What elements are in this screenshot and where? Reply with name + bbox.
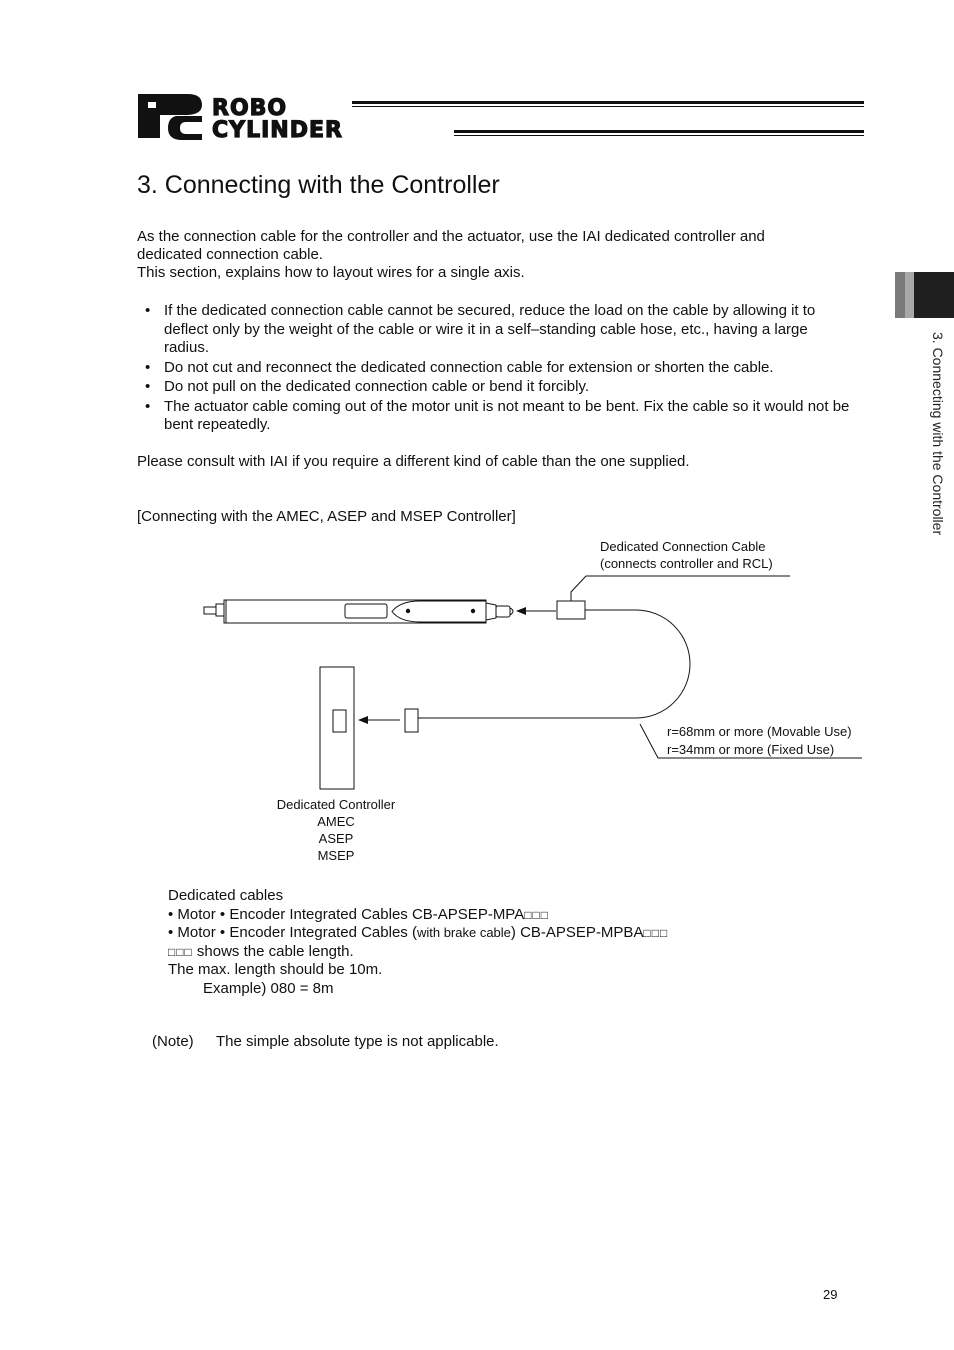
note [152,1033,499,1050]
chapter-side-label: 3. Connecting with the Controller [930,332,946,536]
intro-paragraph-2: This section, explains how to layout wires for a single axis. [137,264,525,281]
section-label: [Connecting with the AMEC, ASEP and MSEP Controller] [137,508,516,525]
cable-length-note: □□□ shows the cable length. [168,942,354,960]
connection-cable [418,610,690,718]
robo-cylinder-logo [136,92,864,142]
length-example: Example) 080 = 8m [203,979,334,997]
cable-connector-actuator [557,601,585,619]
consult-text: Please consult with IAI if you require a different kind of cable than the one supplied. [137,453,690,470]
list-item: • The actuator cable coming out of the motor unit is not meant to be bent. Fix the cable so it would not be bent repeatedly. [145,397,850,433]
svg-text:ROBO: ROBO [212,96,288,121]
note-text: The simple absolute type is not applicable. [216,1033,499,1050]
page-title: 3. Connecting with the Controller [137,171,500,199]
intro-paragraph-1: As the connection cable for the controller and the actuator, use the IAI dedicated controller and dedicated connection cable. [137,228,765,263]
cable-label: Dedicated Connection Cable (connects controller and RCL) [600,539,773,571]
caution-list [145,302,850,436]
list-item: • If the dedicated connection cable cannot be secured, reduce the load on the cable by allowing it to deflect only by the weight of the cable or wire it in a self–standing cable hose, etc., having a large radius. [145,302,816,356]
cable-connector-controller [405,709,418,732]
cables-heading: Dedicated cables [168,887,284,904]
dedicated-cables-section [168,887,768,998]
page-number: 29 [823,1287,838,1302]
list-item: • Do not cut and reconnect the dedicated connection cable for extension or shorten the cable. [145,358,774,376]
bullet-icon: • [145,397,151,415]
bullet-icon: • [145,378,151,395]
max-length-note: The max. length should be 10m. [168,961,383,978]
cable-item: • Motor • Encoder Integrated Cables (with brake cable) CB-APSEP-MPBA□□□ [168,924,669,941]
bullet-icon: • [145,302,151,319]
actuator-illustration [204,600,513,623]
cable-item: • Motor • Encoder Integrated Cables CB-APSEP-MPA□□□ [168,905,549,923]
intro-text [137,228,837,282]
bend-radius-label: r=68mm or more (Movable Use) r=34mm or more (Fixed Use) [667,724,852,757]
chapter-tab-marker [895,272,954,318]
list-item: • Do not pull on the dedicated connection cable or bend it forcibly. [145,378,589,395]
note-label: (Note) [152,1033,194,1050]
controller-label: Dedicated Controller AMEC ASEP MSEP [276,797,396,863]
bullet-icon: • [145,358,151,376]
svg-text:CYLINDER: CYLINDER [212,118,343,142]
